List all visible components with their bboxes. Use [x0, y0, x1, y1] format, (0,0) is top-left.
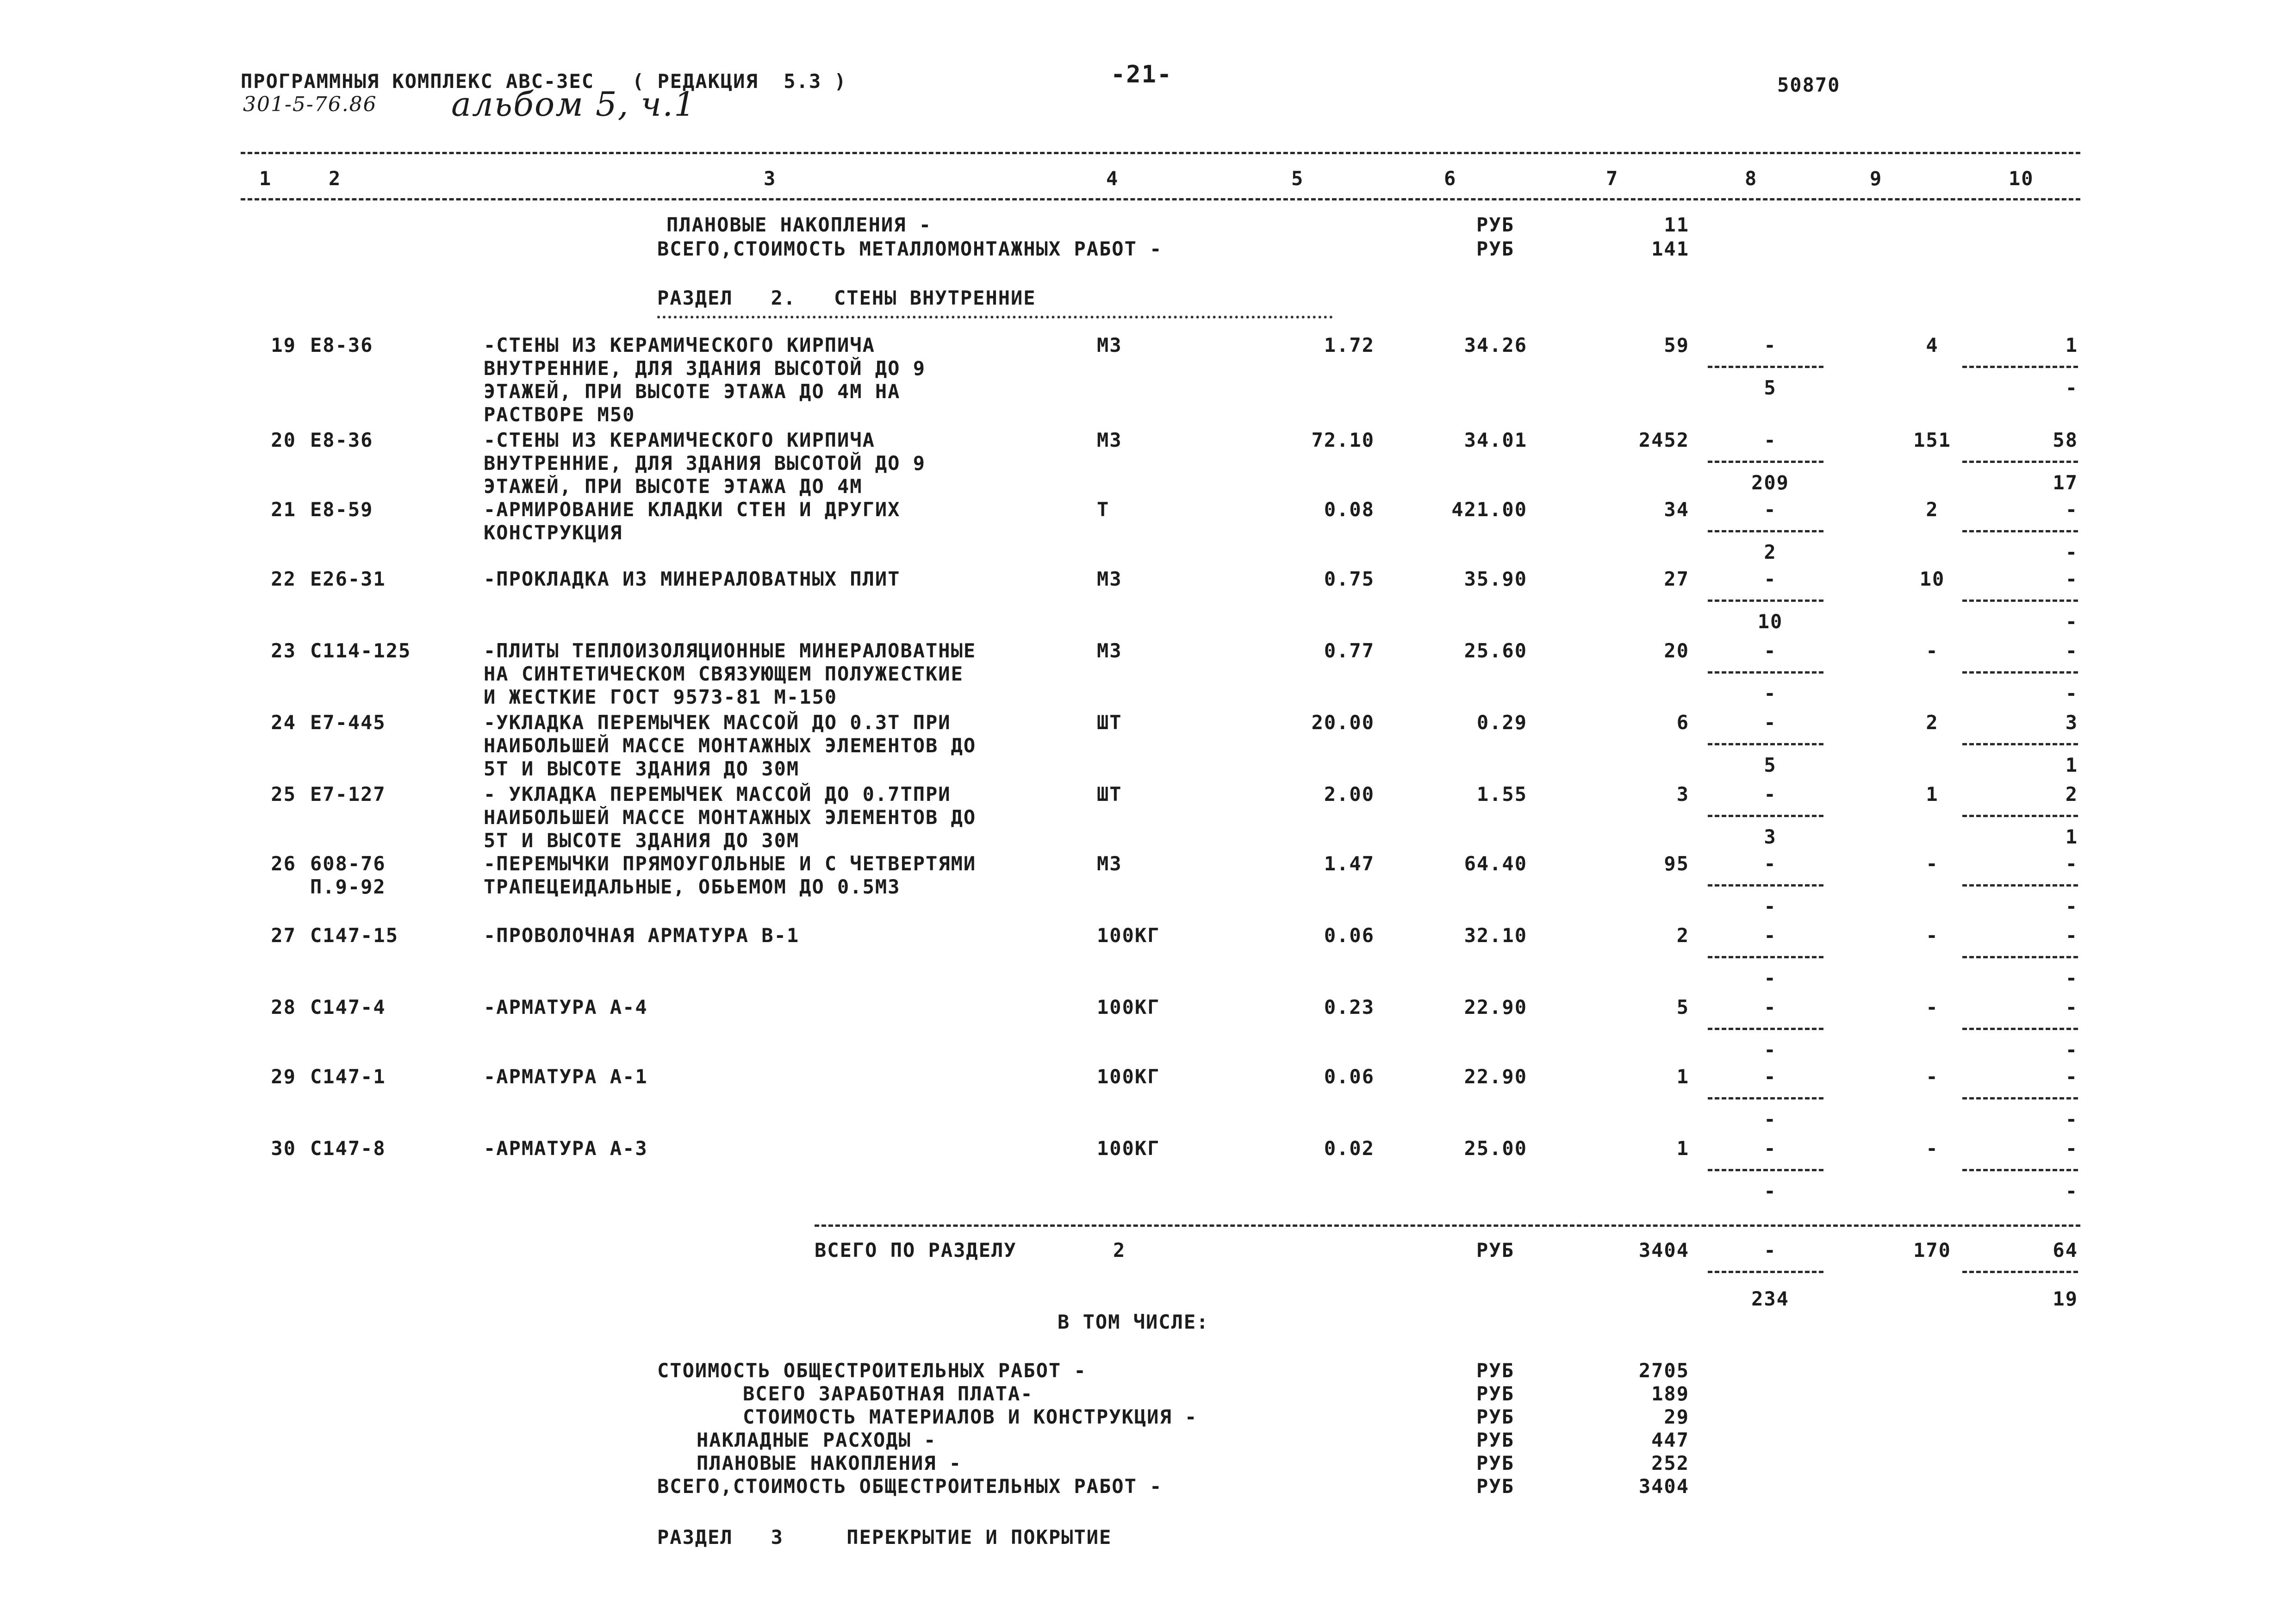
section-total-col9: 170	[1913, 1239, 1951, 1262]
row-total: 20	[1664, 639, 1689, 662]
row-col10-divider	[1962, 530, 2078, 532]
row-total: 6	[1676, 711, 1689, 734]
row-quantity: 0.23	[1324, 996, 1375, 1018]
row-description-line: -СТЕНЫ ИЗ КЕРАМИЧЕСКОГО КИРПИЧА	[484, 429, 875, 451]
row-col8-divider	[1708, 956, 1823, 958]
row-col8: -	[1764, 783, 1777, 806]
row-quantity: 72.10	[1311, 429, 1375, 451]
row-description-line: И ЖЕСТКИЕ ГОСТ 9573-81 М-150	[484, 686, 838, 708]
column-header-10: 10	[2009, 167, 2034, 190]
row-number: 28	[271, 996, 296, 1018]
row-col8-divider	[1708, 1097, 1823, 1099]
row-col10: -	[2065, 996, 2078, 1018]
section-total-unit: РУБ	[1476, 1239, 1514, 1262]
row-col10-divider	[1962, 1169, 2078, 1171]
row-col9: -	[1926, 996, 1939, 1018]
row-col8-lower: -	[1764, 1108, 1777, 1131]
row-col8: -	[1764, 996, 1777, 1018]
row-unit: М3	[1097, 429, 1122, 451]
row-col10-divider	[1962, 671, 2078, 674]
row-description-line: НА СИНТЕТИЧЕСКОМ СВЯЗУЮЩЕМ ПОЛУЖЕСТКИЕ	[484, 662, 964, 685]
row-number: 26	[271, 852, 296, 875]
row-description-line: КОНСТРУКЦИЯ	[484, 521, 623, 544]
row-total: 3	[1676, 783, 1689, 806]
section-title-underline	[657, 316, 1333, 319]
row-col8-divider	[1708, 1169, 1823, 1171]
breakdown-label: НАКЛАДНЫЕ РАСХОДЫ -	[697, 1429, 937, 1451]
row-code: Е26-31	[310, 568, 386, 590]
row-code: Е7-127	[310, 783, 386, 806]
row-col10-divider	[1962, 366, 2078, 368]
row-unit: 100КГ	[1097, 1137, 1160, 1160]
row-col10-lower: -	[2065, 610, 2078, 633]
column-header-7: 7	[1606, 167, 1619, 190]
section-total-col10-lower: 19	[2053, 1287, 2078, 1310]
row-col10-divider	[1962, 461, 2078, 463]
row-col8-lower: 10	[1757, 610, 1783, 633]
row-description-line: 5Т И ВЫСОТЕ ЗДАНИЯ ДО 30М	[484, 757, 800, 780]
row-col8: -	[1764, 639, 1777, 662]
row-col8: -	[1764, 852, 1777, 875]
row-col8-divider	[1708, 1028, 1823, 1030]
row-unit: ШТ	[1097, 783, 1122, 806]
row-col10-divider	[1962, 884, 2078, 887]
row-total: 5	[1676, 996, 1689, 1018]
row-col8: -	[1764, 711, 1777, 734]
row-number: 22	[271, 568, 296, 590]
row-description-line: НАИБОЛЬШЕЙ МАССЕ МОНТАЖНЫХ ЭЛЕМЕНТОВ ДО	[484, 806, 977, 829]
column-header-4: 4	[1106, 167, 1119, 190]
row-total: 1	[1676, 1065, 1689, 1088]
row-number: 19	[271, 334, 296, 356]
row-code: С114-125	[310, 639, 411, 662]
row-col9: 151	[1913, 429, 1951, 451]
row-col9: -	[1926, 924, 1939, 947]
row-number: 30	[271, 1137, 296, 1160]
row-col10: -	[2065, 568, 2078, 590]
row-unit: М3	[1097, 639, 1122, 662]
column-header-5: 5	[1291, 167, 1304, 190]
summary-label: ПЛАНОВЫЕ НАКОПЛЕНИЯ -	[666, 213, 932, 236]
row-col10: 3	[2065, 711, 2078, 734]
row-description-line: НАИБОЛЬШЕЙ МАССЕ МОНТАЖНЫХ ЭЛЕМЕНТОВ ДО	[484, 734, 977, 757]
row-total: 1	[1676, 1137, 1689, 1160]
row-col9: 1	[1926, 783, 1939, 806]
row-col8-lower: 5	[1764, 754, 1777, 776]
row-col8: -	[1764, 498, 1777, 521]
row-total: 2	[1676, 924, 1689, 947]
row-col10-lower: -	[2065, 895, 2078, 918]
row-col10: -	[2065, 924, 2078, 947]
row-col9: 2	[1926, 498, 1939, 521]
row-number: 27	[271, 924, 296, 947]
row-col10: -	[2065, 498, 2078, 521]
row-description-line: ЭТАЖЕЙ, ПРИ ВЫСОТЕ ЭТАЖА ДО 4М НА	[484, 380, 901, 403]
row-col10-divider	[1962, 956, 2078, 958]
row-quantity: 0.06	[1324, 1065, 1375, 1088]
row-number: 24	[271, 711, 296, 734]
row-number: 29	[271, 1065, 296, 1088]
section-3-title: РАЗДЕЛ 3 ПЕРЕКРЫТИЕ И ПОКРЫТИЕ	[657, 1526, 1112, 1549]
row-col10-lower: -	[2065, 967, 2078, 989]
row-code: С147-4	[310, 996, 386, 1018]
row-quantity: 0.75	[1324, 568, 1375, 590]
section-total-number: 2	[1113, 1239, 1126, 1262]
row-col8: -	[1764, 924, 1777, 947]
row-col8: -	[1764, 334, 1777, 356]
column-header-1: 1	[259, 167, 272, 190]
row-description-line: ТРАПЕЦЕИДАЛЬНЫЕ, ОБЬЕМОМ ДО 0.5М3	[484, 875, 901, 898]
column-header-3: 3	[764, 167, 777, 190]
column-header-6: 6	[1444, 167, 1457, 190]
row-unit: М3	[1097, 852, 1122, 875]
row-description-line: -ПЛИТЫ ТЕПЛОИЗОЛЯЦИОННЫЕ МИНЕРАЛОВАТНЫЕ	[484, 639, 977, 662]
row-unit-price: 1.55	[1476, 783, 1527, 806]
breakdown-label: ПЛАНОВЫЕ НАКОПЛЕНИЯ -	[697, 1452, 962, 1474]
row-col8-lower: 5	[1764, 376, 1777, 399]
row-col10-lower: -	[2065, 541, 2078, 563]
row-col8-lower: -	[1764, 1180, 1777, 1202]
row-col8: -	[1764, 1065, 1777, 1088]
section-total-col8-lower: 234	[1751, 1287, 1789, 1310]
row-unit-price: 22.90	[1464, 1065, 1527, 1088]
handwritten-project-code: 301-5-76.86	[243, 93, 377, 116]
breakdown-value: 189	[1651, 1382, 1689, 1405]
row-col10: 1	[2065, 334, 2078, 356]
column-header-9: 9	[1870, 167, 1883, 190]
row-col10-divider	[1962, 600, 2078, 602]
breakdown-value: 2705	[1638, 1359, 1689, 1382]
row-quantity: 1.72	[1324, 334, 1375, 356]
row-unit-price: 32.10	[1464, 924, 1527, 947]
row-total: 34	[1664, 498, 1689, 521]
row-col8-divider	[1708, 600, 1823, 602]
row-unit: ШТ	[1097, 711, 1122, 734]
row-quantity: 0.77	[1324, 639, 1375, 662]
breakdown-label: ВСЕГО ЗАРАБОТНАЯ ПЛАТА-	[743, 1382, 1033, 1405]
row-code: Е7-445	[310, 711, 386, 734]
row-col10-lower: -	[2065, 1038, 2078, 1061]
row-col10-lower: -	[2065, 682, 2078, 705]
row-col10: -	[2065, 639, 2078, 662]
row-col10: -	[2065, 1137, 2078, 1160]
row-description-line: ЭТАЖЕЙ, ПРИ ВЫСОТЕ ЭТАЖА ДО 4М	[484, 475, 863, 498]
breakdown-value: 447	[1651, 1429, 1689, 1451]
row-col10-divider	[1962, 1097, 2078, 1099]
row-col8-divider	[1708, 671, 1823, 674]
row-code: Е8-59	[310, 498, 373, 521]
row-description-line: -СТЕНЫ ИЗ КЕРАМИЧЕСКОГО КИРПИЧА	[484, 334, 875, 356]
breakdown-label: СТОИМОСТЬ ОБЩЕСТРОИТЕЛЬНЫХ РАБОТ -	[657, 1359, 1087, 1382]
row-col8: -	[1764, 429, 1777, 451]
section-total-col8: -	[1764, 1239, 1777, 1262]
row-description-line: -ПРОКЛАДКА ИЗ МИНЕРАЛОВАТНЫХ ПЛИТ	[484, 568, 901, 590]
row-col8-lower: 2	[1764, 541, 1777, 563]
row-unit: 100КГ	[1097, 924, 1160, 947]
row-unit: 100КГ	[1097, 996, 1160, 1018]
total-top-rule	[815, 1224, 2080, 1227]
row-unit: Т	[1097, 498, 1110, 521]
row-quantity: 0.08	[1324, 498, 1375, 521]
row-code: С147-8	[310, 1137, 386, 1160]
row-description-line: -АРМАТУРА А-4	[484, 996, 648, 1018]
row-unit-price: 35.90	[1464, 568, 1527, 590]
handwritten-album-note: альбом 5, ч.1	[451, 85, 696, 124]
row-quantity: 2.00	[1324, 783, 1375, 806]
row-col8-lower: 3	[1764, 825, 1777, 848]
row-description-line: 5Т И ВЫСОТЕ ЗДАНИЯ ДО 30М	[484, 829, 800, 852]
row-quantity: 20.00	[1311, 711, 1375, 734]
summary-value: 11	[1664, 213, 1689, 236]
summary-label: ВСЕГО,СТОИМОСТЬ МЕТАЛЛОМОНТАЖНЫХ РАБОТ -	[657, 237, 1163, 260]
document-number: 50870	[1777, 74, 1841, 96]
row-unit-price: 25.00	[1464, 1137, 1527, 1160]
column-header-2: 2	[329, 167, 342, 190]
row-code: Е8-36	[310, 334, 373, 356]
breakdown-label: ВСЕГО,СТОИМОСТЬ ОБЩЕСТРОИТЕЛЬНЫХ РАБОТ -	[657, 1475, 1163, 1498]
row-col10-lower: -	[2065, 1108, 2078, 1131]
header-bottom-rule	[241, 198, 2080, 200]
row-unit: М3	[1097, 568, 1122, 590]
row-col10-divider	[1962, 743, 2078, 745]
row-quantity: 1.47	[1324, 852, 1375, 875]
row-col8-lower: 209	[1751, 471, 1789, 494]
summary-value: 141	[1651, 237, 1689, 260]
breakdown-value: 29	[1664, 1405, 1689, 1428]
row-col9: 4	[1926, 334, 1939, 356]
row-description-line: -АРМИРОВАНИЕ КЛАДКИ СТЕН И ДРУГИХ	[484, 498, 901, 521]
section-total-label: ВСЕГО ПО РАЗДЕЛУ	[815, 1239, 1017, 1262]
breakdown-value: 3404	[1638, 1475, 1689, 1498]
row-col9: 10	[1919, 568, 1945, 590]
row-col9: -	[1926, 1137, 1939, 1160]
row-unit-price: 0.29	[1476, 711, 1527, 734]
row-unit-price: 22.90	[1464, 996, 1527, 1018]
row-total: 95	[1664, 852, 1689, 875]
row-description-line: -АРМАТУРА А-1	[484, 1065, 648, 1088]
row-number: 25	[271, 783, 296, 806]
row-unit-price: 64.40	[1464, 852, 1527, 875]
row-col8-divider	[1708, 461, 1823, 463]
row-description-line: -УКЛАДКА ПЕРЕМЫЧЕК МАССОЙ ДО 0.3Т ПРИ	[484, 711, 951, 734]
row-col10-lower: -	[2065, 1180, 2078, 1202]
row-col9: -	[1926, 852, 1939, 875]
row-number: 21	[271, 498, 296, 521]
row-code: С147-1	[310, 1065, 386, 1088]
row-description-line: -ПРОВОЛОЧНАЯ АРМАТУРА В-1	[484, 924, 800, 947]
row-col10-divider	[1962, 1028, 2078, 1030]
column-header-8: 8	[1745, 167, 1758, 190]
row-col8-divider	[1708, 743, 1823, 745]
row-col8-divider	[1708, 530, 1823, 532]
row-col8-lower: -	[1764, 967, 1777, 989]
including-label: В ТОМ ЧИСЛЕ:	[1058, 1311, 1209, 1333]
row-description-line: - УКЛАДКА ПЕРЕМЫЧЕК МАССОЙ ДО 0.7ТПРИ	[484, 783, 951, 806]
breakdown-unit: РУБ	[1476, 1475, 1514, 1498]
row-col8-divider	[1708, 815, 1823, 817]
row-col10-divider	[1962, 815, 2078, 817]
header-top-rule	[241, 152, 2080, 154]
row-unit: М3	[1097, 334, 1122, 356]
row-number: 23	[271, 639, 296, 662]
row-col10: 58	[2053, 429, 2078, 451]
section-2-title: РАЗДЕЛ 2. СТЕНЫ ВНУТРЕННИЕ	[657, 287, 1036, 309]
row-total: 2452	[1638, 429, 1689, 451]
section-total-value: 3404	[1638, 1239, 1689, 1262]
row-unit-price: 421.00	[1451, 498, 1527, 521]
row-quantity: 0.06	[1324, 924, 1375, 947]
row-col10: 2	[2065, 783, 2078, 806]
row-col10-lower: 1	[2065, 754, 2078, 776]
breakdown-unit: РУБ	[1476, 1429, 1514, 1451]
breakdown-value: 252	[1651, 1452, 1689, 1474]
program-title: ПРОГРАММНЫЯ КОМПЛЕКС АВС-3ЕС ( РЕДАКЦИЯ 5.3 )	[241, 70, 847, 93]
row-col9: -	[1926, 639, 1939, 662]
total-col10-divider	[1962, 1271, 2078, 1273]
row-number: 20	[271, 429, 296, 451]
row-col10: -	[2065, 1065, 2078, 1088]
breakdown-unit: РУБ	[1476, 1359, 1514, 1382]
row-unit-price: 34.01	[1464, 429, 1527, 451]
row-col10: -	[2065, 852, 2078, 875]
row-col9: 2	[1926, 711, 1939, 734]
row-code: Е8-36	[310, 429, 373, 451]
row-col10-lower: 17	[2053, 471, 2078, 494]
row-col8-divider	[1708, 366, 1823, 368]
row-quantity: 0.02	[1324, 1137, 1375, 1160]
row-unit-price: 25.60	[1464, 639, 1527, 662]
total-col8-divider	[1708, 1271, 1823, 1273]
row-description-line: ВНУТРЕННИЕ, ДЛЯ ЗДАНИЯ ВЫСОТОЙ ДО 9	[484, 357, 926, 380]
row-col9: -	[1926, 1065, 1939, 1088]
row-code: С147-15	[310, 924, 399, 947]
row-code-secondary: П.9-92	[310, 875, 386, 898]
breakdown-label: СТОИМОСТЬ МАТЕРИАЛОВ И КОНСТРУКЦИЯ -	[743, 1405, 1198, 1428]
row-col10-lower: -	[2065, 376, 2078, 399]
row-col8-lower: -	[1764, 1038, 1777, 1061]
row-col8: -	[1764, 568, 1777, 590]
row-col8-lower: -	[1764, 682, 1777, 705]
page-number: -21-	[1111, 61, 1173, 88]
row-unit: 100КГ	[1097, 1065, 1160, 1088]
row-unit-price: 34.26	[1464, 334, 1527, 356]
row-description-line: РАСТВОРЕ М50	[484, 403, 635, 426]
row-total: 27	[1664, 568, 1689, 590]
row-description-line: ВНУТРЕННИЕ, ДЛЯ ЗДАНИЯ ВЫСОТОЙ ДО 9	[484, 452, 926, 475]
row-col8-lower: -	[1764, 895, 1777, 918]
summary-unit: РУБ	[1476, 213, 1514, 236]
row-total: 59	[1664, 334, 1689, 356]
row-code: 608-76	[310, 852, 386, 875]
breakdown-unit: РУБ	[1476, 1405, 1514, 1428]
breakdown-unit: РУБ	[1476, 1382, 1514, 1405]
summary-unit: РУБ	[1476, 237, 1514, 260]
row-col10-lower: 1	[2065, 825, 2078, 848]
row-col8: -	[1764, 1137, 1777, 1160]
row-col8-divider	[1708, 884, 1823, 887]
breakdown-unit: РУБ	[1476, 1452, 1514, 1474]
row-description-line: -ПЕРЕМЫЧКИ ПРЯМОУГОЛЬНЫЕ И С ЧЕТВЕРТЯМИ	[484, 852, 977, 875]
section-total-col10: 64	[2053, 1239, 2078, 1262]
row-description-line: -АРМАТУРА А-3	[484, 1137, 648, 1160]
